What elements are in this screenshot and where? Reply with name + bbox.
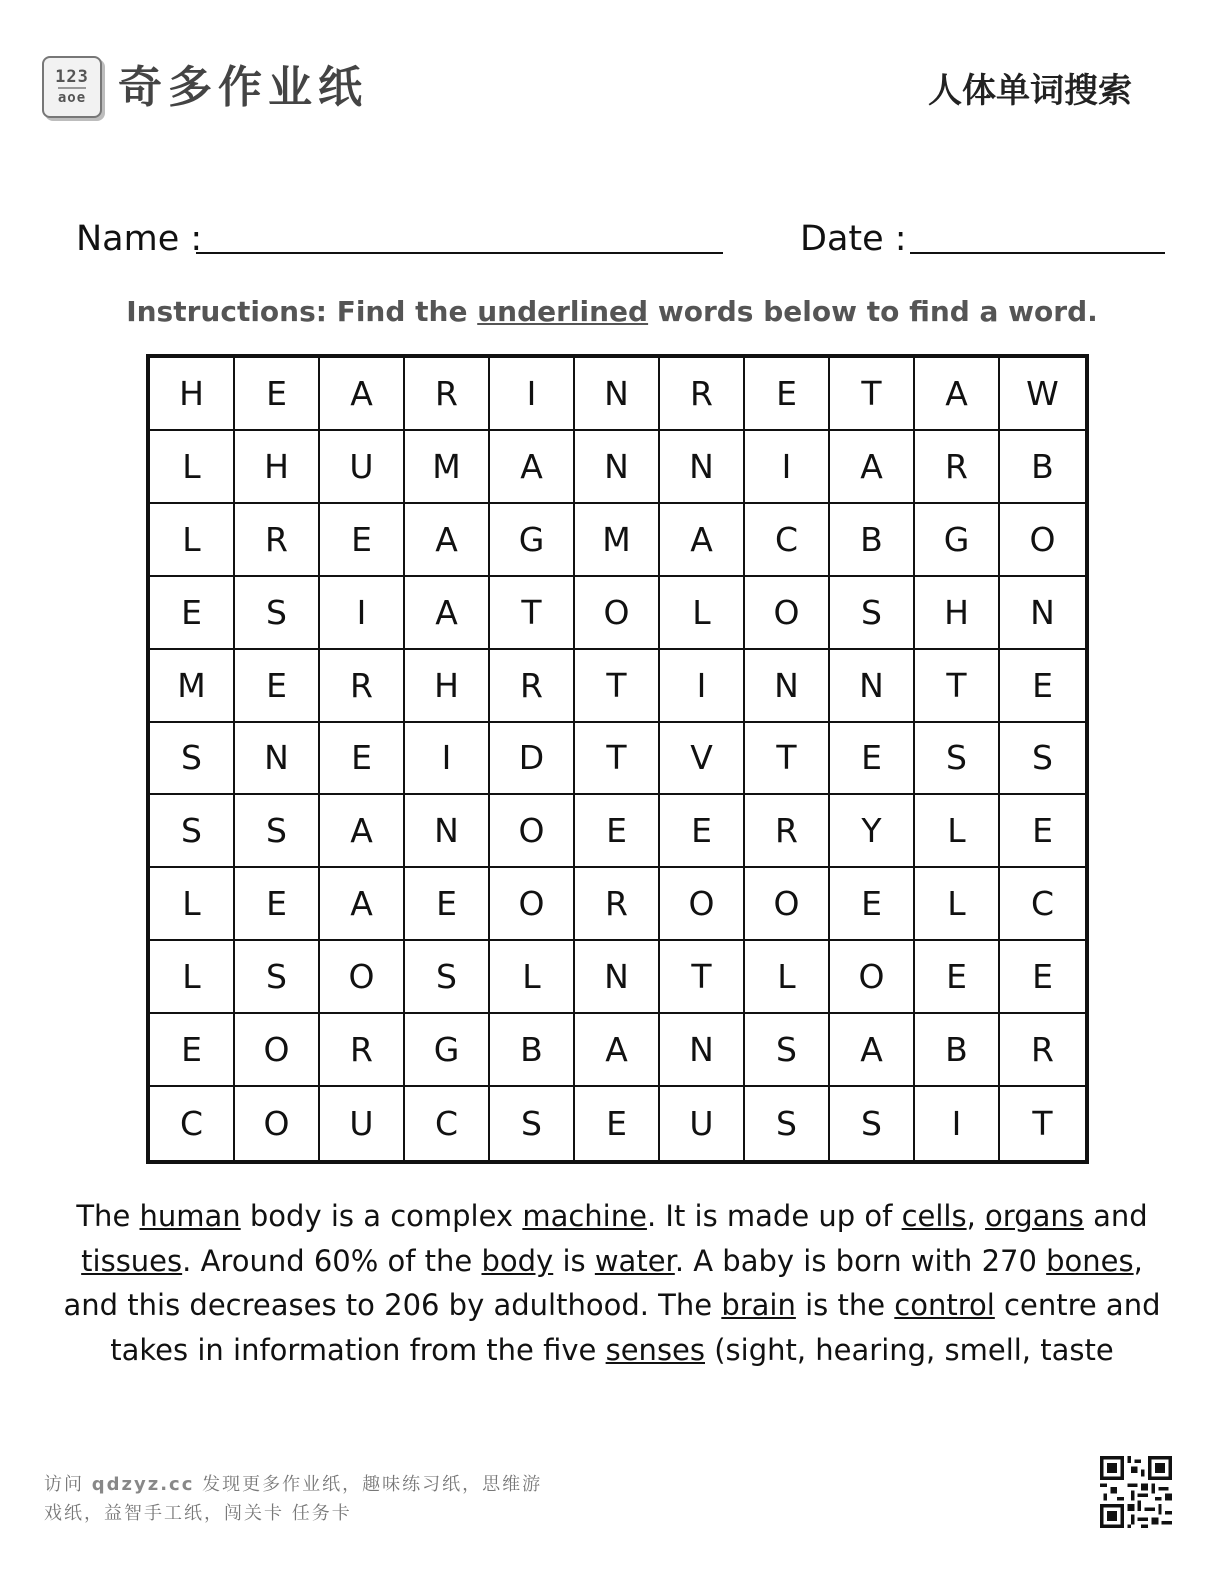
grid-cell: E — [150, 1014, 235, 1087]
underlined-word: machine — [522, 1199, 647, 1233]
grid-cell: U — [660, 1087, 745, 1160]
grid-cell: O — [745, 577, 830, 650]
grid-cell: M — [575, 504, 660, 577]
grid-cell: S — [1000, 723, 1085, 796]
grid-cell: T — [660, 941, 745, 1014]
logo-icon — [42, 56, 102, 118]
grid-cell: I — [405, 723, 490, 796]
footer-line1-rest: 发现更多作业纸，趣味练习纸，思维游 — [194, 1474, 543, 1495]
grid-cell: L — [150, 431, 235, 504]
grid-cell: S — [235, 577, 320, 650]
grid-cell: A — [320, 795, 405, 868]
grid-cell: A — [830, 1014, 915, 1087]
grid-cell: T — [575, 650, 660, 723]
underlined-word: control — [894, 1288, 995, 1322]
grid-cell: H — [405, 650, 490, 723]
grid-cell: L — [150, 868, 235, 941]
grid-cell: O — [235, 1087, 320, 1160]
grid-cell: T — [575, 723, 660, 796]
grid-cell: E — [235, 868, 320, 941]
grid-cell: R — [915, 431, 1000, 504]
grid-cell: E — [660, 795, 745, 868]
passage-text: The — [76, 1199, 140, 1233]
grid-cell: V — [660, 723, 745, 796]
grid-cell: S — [830, 1087, 915, 1160]
grid-cell: Y — [830, 795, 915, 868]
grid-cell: S — [405, 941, 490, 1014]
grid-cell: G — [490, 504, 575, 577]
grid-cell: E — [915, 941, 1000, 1014]
grid-cell: R — [575, 868, 660, 941]
grid-cell: C — [405, 1087, 490, 1160]
grid-cell: N — [575, 358, 660, 431]
passage-text: centre and takes in information from the five — [110, 1288, 1161, 1367]
grid-cell: N — [575, 431, 660, 504]
footer-site: qdzyz.cc — [91, 1474, 195, 1495]
grid-cell: N — [575, 941, 660, 1014]
grid-cell: E — [1000, 650, 1085, 723]
grid-cell: L — [915, 868, 1000, 941]
grid-cell: E — [830, 723, 915, 796]
grid-cell: H — [235, 431, 320, 504]
grid-cell: C — [150, 1087, 235, 1160]
grid-cell: O — [745, 868, 830, 941]
footer-line-1 — [44, 1470, 542, 1499]
passage — [60, 1194, 1164, 1372]
grid-cell: A — [405, 504, 490, 577]
grid-cell: O — [575, 577, 660, 650]
grid-cell: C — [745, 504, 830, 577]
grid-cell: C — [1000, 868, 1085, 941]
grid-cell: N — [660, 431, 745, 504]
grid-cell: A — [575, 1014, 660, 1087]
passage-text: . It is made up of — [646, 1199, 902, 1233]
grid-cell: S — [830, 577, 915, 650]
grid-cell: R — [320, 650, 405, 723]
grid-cell: L — [490, 941, 575, 1014]
word-search-grid — [146, 354, 1089, 1164]
grid-cell: A — [830, 431, 915, 504]
grid-cell: H — [915, 577, 1000, 650]
grid-cell: N — [235, 723, 320, 796]
grid-cell: S — [745, 1014, 830, 1087]
grid-cell: N — [745, 650, 830, 723]
name-label: Name : — [76, 219, 203, 259]
grid-cell: A — [660, 504, 745, 577]
grid-cell: R — [1000, 1014, 1085, 1087]
grid-cell: E — [405, 868, 490, 941]
grid-cell: A — [405, 577, 490, 650]
grid-cell: L — [660, 577, 745, 650]
grid-cell: B — [915, 1014, 1000, 1087]
grid-cell: O — [1000, 504, 1085, 577]
passage-text: , and this decreases to 206 by adulthood. The — [63, 1243, 1143, 1322]
grid-cell: O — [830, 941, 915, 1014]
grid-cell: A — [915, 358, 1000, 431]
instructions — [0, 292, 1224, 332]
grid-cell: A — [490, 431, 575, 504]
grid-cell: O — [490, 868, 575, 941]
grid-cell: W — [1000, 358, 1085, 431]
date-line — [910, 252, 1165, 254]
grid-cell: S — [915, 723, 1000, 796]
grid-cell: S — [745, 1087, 830, 1160]
grid-cell: R — [320, 1014, 405, 1087]
underlined-word: senses — [605, 1332, 705, 1367]
grid-cell: L — [915, 795, 1000, 868]
date-label: Date : — [800, 219, 907, 259]
grid-cell: E — [320, 504, 405, 577]
footer-line-2: 戏纸，益智手工纸，闯关卡 任务卡 — [44, 1503, 352, 1524]
passage-text: body is a complex — [240, 1199, 523, 1233]
underlined-word: body — [481, 1243, 554, 1278]
underlined-word: cells — [901, 1199, 967, 1233]
grid-cell: R — [660, 358, 745, 431]
underlined-word: organs — [985, 1199, 1084, 1233]
grid-cell: S — [150, 723, 235, 796]
passage-text: , — [966, 1199, 986, 1233]
brand-name: 奇多作业纸 — [118, 62, 368, 113]
grid-cell: I — [660, 650, 745, 723]
grid-cell: I — [490, 358, 575, 431]
passage-text: . Around 60% of the — [182, 1243, 482, 1278]
underlined-word: tissues — [81, 1243, 183, 1278]
grid-cell: S — [235, 795, 320, 868]
passage-text: . A baby is born with 270 — [674, 1243, 1047, 1278]
grid-cell: T — [915, 650, 1000, 723]
grid-cell: T — [490, 577, 575, 650]
grid-cell: E — [235, 358, 320, 431]
grid-cell: O — [320, 941, 405, 1014]
grid-cell: A — [320, 868, 405, 941]
grid-cell: U — [320, 1087, 405, 1160]
grid-cell: E — [235, 650, 320, 723]
grid-cell: E — [575, 1087, 660, 1160]
footer — [44, 1470, 542, 1528]
grid-cell: E — [150, 577, 235, 650]
grid-cell: I — [320, 577, 405, 650]
sheet-title: 人体单词搜索 — [928, 71, 1132, 111]
grid-cell: E — [1000, 795, 1085, 868]
grid-cell: S — [235, 941, 320, 1014]
logo-letters: aoe — [58, 87, 86, 107]
grid-cell: E — [320, 723, 405, 796]
grid-cell: O — [235, 1014, 320, 1087]
grid-cell: O — [490, 795, 575, 868]
grid-cell: G — [915, 504, 1000, 577]
underlined-word: brain — [721, 1288, 796, 1322]
grid-cell: R — [490, 650, 575, 723]
grid-cell: D — [490, 723, 575, 796]
grid-cell: E — [745, 358, 830, 431]
grid-cell: M — [150, 650, 235, 723]
grid-cell: R — [235, 504, 320, 577]
grid-cell: E — [1000, 941, 1085, 1014]
grid-cell: B — [1000, 431, 1085, 504]
underlined-word: bones — [1046, 1243, 1134, 1278]
grid-cell: B — [490, 1014, 575, 1087]
grid-cell: T — [745, 723, 830, 796]
qr-code-icon — [1100, 1456, 1172, 1528]
footer-prefix: 访问 — [44, 1474, 92, 1495]
grid-cell: O — [660, 868, 745, 941]
grid-cell: T — [1032, 1104, 1053, 1144]
grid-cell: T — [830, 358, 915, 431]
underlined-word: water — [594, 1243, 675, 1278]
grid-cell: L — [150, 941, 235, 1014]
grid-cell: N — [660, 1014, 745, 1087]
grid-cell: N — [405, 795, 490, 868]
grid-cell: R — [745, 795, 830, 868]
passage-text: is — [553, 1243, 595, 1278]
grid-cell: E — [830, 868, 915, 941]
grid-cell: R — [405, 358, 490, 431]
grid-cell: U — [320, 431, 405, 504]
grid-cell: I — [915, 1087, 1000, 1160]
name-line — [196, 252, 723, 254]
grid-cell: S — [490, 1087, 575, 1160]
grid-cell: G — [405, 1014, 490, 1087]
grid-cell: M — [405, 431, 490, 504]
grid-cell: N — [830, 650, 915, 723]
instructions-before: Instructions: Find the — [126, 295, 478, 328]
grid-cell: B — [830, 504, 915, 577]
grid-cell: H — [150, 358, 235, 431]
instructions-after: words below to find a word. — [648, 295, 1098, 328]
grid-cell: I — [745, 431, 830, 504]
instructions-underlined: underlined — [477, 295, 649, 328]
grid-cell: N — [1000, 577, 1085, 650]
grid-cell: E — [575, 795, 660, 868]
passage-text: and — [1083, 1199, 1148, 1233]
grid-cell: L — [745, 941, 830, 1014]
underlined-word: human — [139, 1199, 241, 1233]
grid-cell: S — [150, 795, 235, 868]
grid-cell: A — [320, 358, 405, 431]
passage-text: is the — [795, 1288, 895, 1322]
grid-cell: L — [150, 504, 235, 577]
passage-text: (sight, hearing, smell, taste — [705, 1332, 1114, 1367]
logo-digits: 123 — [55, 67, 89, 87]
